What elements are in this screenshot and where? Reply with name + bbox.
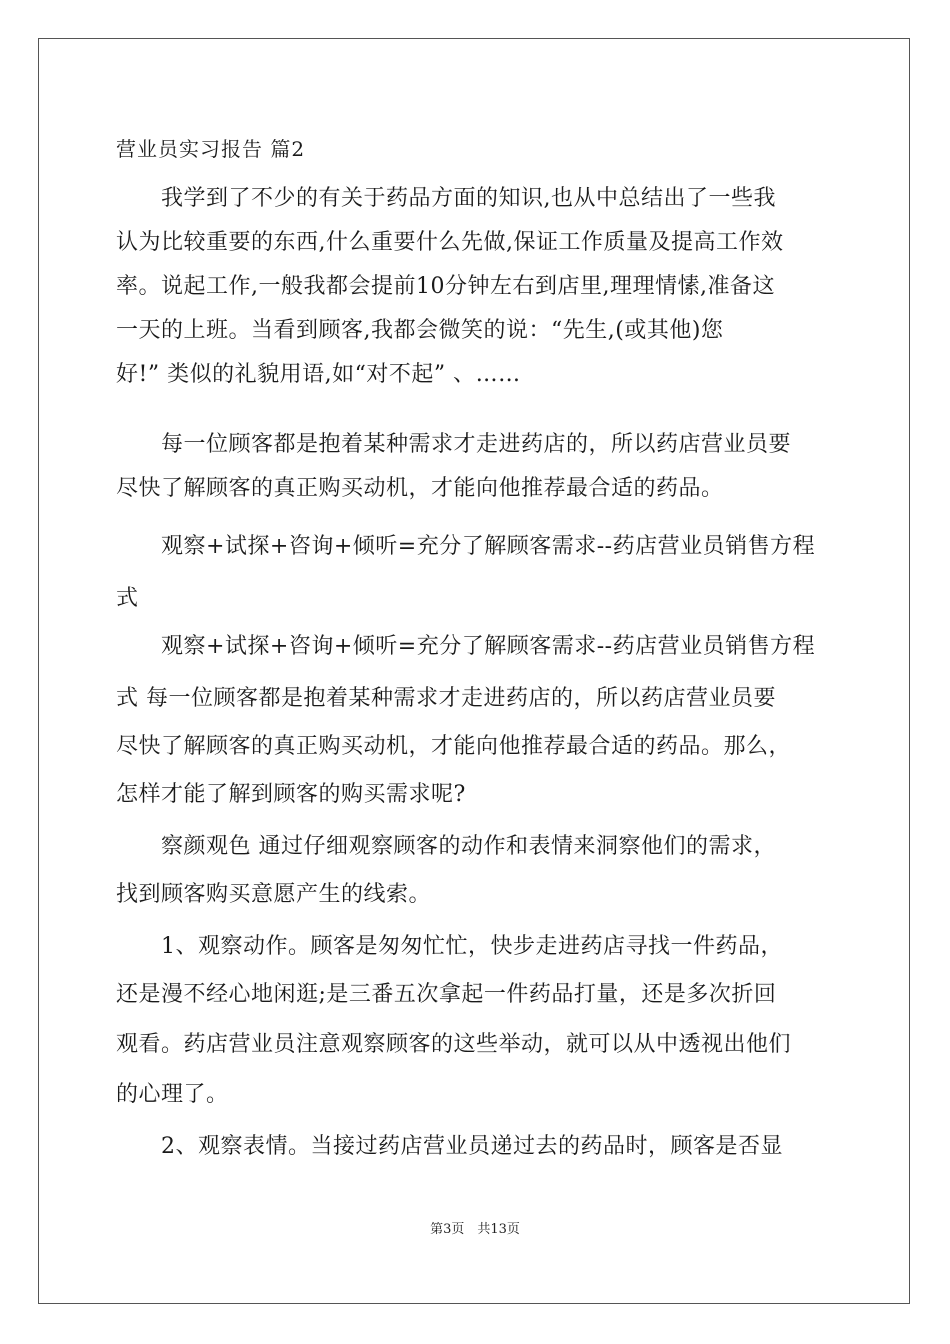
text-line: 一天的上班。当看到顾客,我都会微笑的说：“先生,(或其他)您 (116, 318, 724, 343)
text-line: 察颜观色 通过仔细观察顾客的动作和表情来洞察他们的需求， (116, 834, 776, 859)
text-line: 1、观察动作。顾客是匆匆忙忙，快步走进药店寻找一件药品， (116, 934, 783, 959)
text-line: 率。说起工作,一般我都会提前10分钟左右到店里,理理情愫,准备这 (116, 274, 775, 299)
text-line: 好!” 类似的礼貌用语,如“对不起” 、…… (116, 362, 521, 387)
text-line: 认为比较重要的东西,什么重要什么先做,保证工作质量及提高工作效 (116, 230, 784, 255)
text-line: 观察+试探+咨询+倾听=充分了解顾客需求--药店营业员销售方程 (116, 534, 816, 559)
text-line: 尽快了解顾客的真正购买动机，才能向他推荐最合适的药品。那么， (116, 734, 792, 759)
text-line: 还是漫不经心地闲逛;是三番五次拿起一件药品打量，还是多次折回 (116, 982, 777, 1007)
text-line: 我学到了不少的有关于药品方面的知识,也从中总结出了一些我 (116, 186, 776, 211)
page-number-footer: 第3页 共13页 (430, 1222, 520, 1237)
text-line: 的心理了。 (116, 1082, 229, 1107)
text-line: 尽快了解顾客的真正购买动机，才能向他推荐最合适的药品。 (116, 476, 724, 501)
text-line: 找到顾客购买意愿产生的线索。 (116, 882, 432, 907)
text-line: 观看。药店营业员注意观察顾客的这些举动，就可以从中透视出他们 (116, 1032, 792, 1057)
text-line: 2、观察表情。当接过药店营业员递过去的药品时，顾客是否显 (116, 1134, 783, 1159)
text-line: 观察+试探+咨询+倾听=充分了解顾客需求--药店营业员销售方程 (116, 634, 816, 659)
text-line: 式 每一位顾客都是抱着某种需求才走进药店的，所以药店营业员要 (116, 686, 776, 711)
text-line: 式 (116, 586, 139, 611)
text-line: 每一位顾客都是抱着某种需求才走进药店的，所以药店营业员要 (116, 432, 792, 457)
text-line: 怎样才能了解到顾客的购买需求呢? (116, 782, 466, 807)
document-title: 营业员实习报告 篇2 (116, 137, 306, 161)
